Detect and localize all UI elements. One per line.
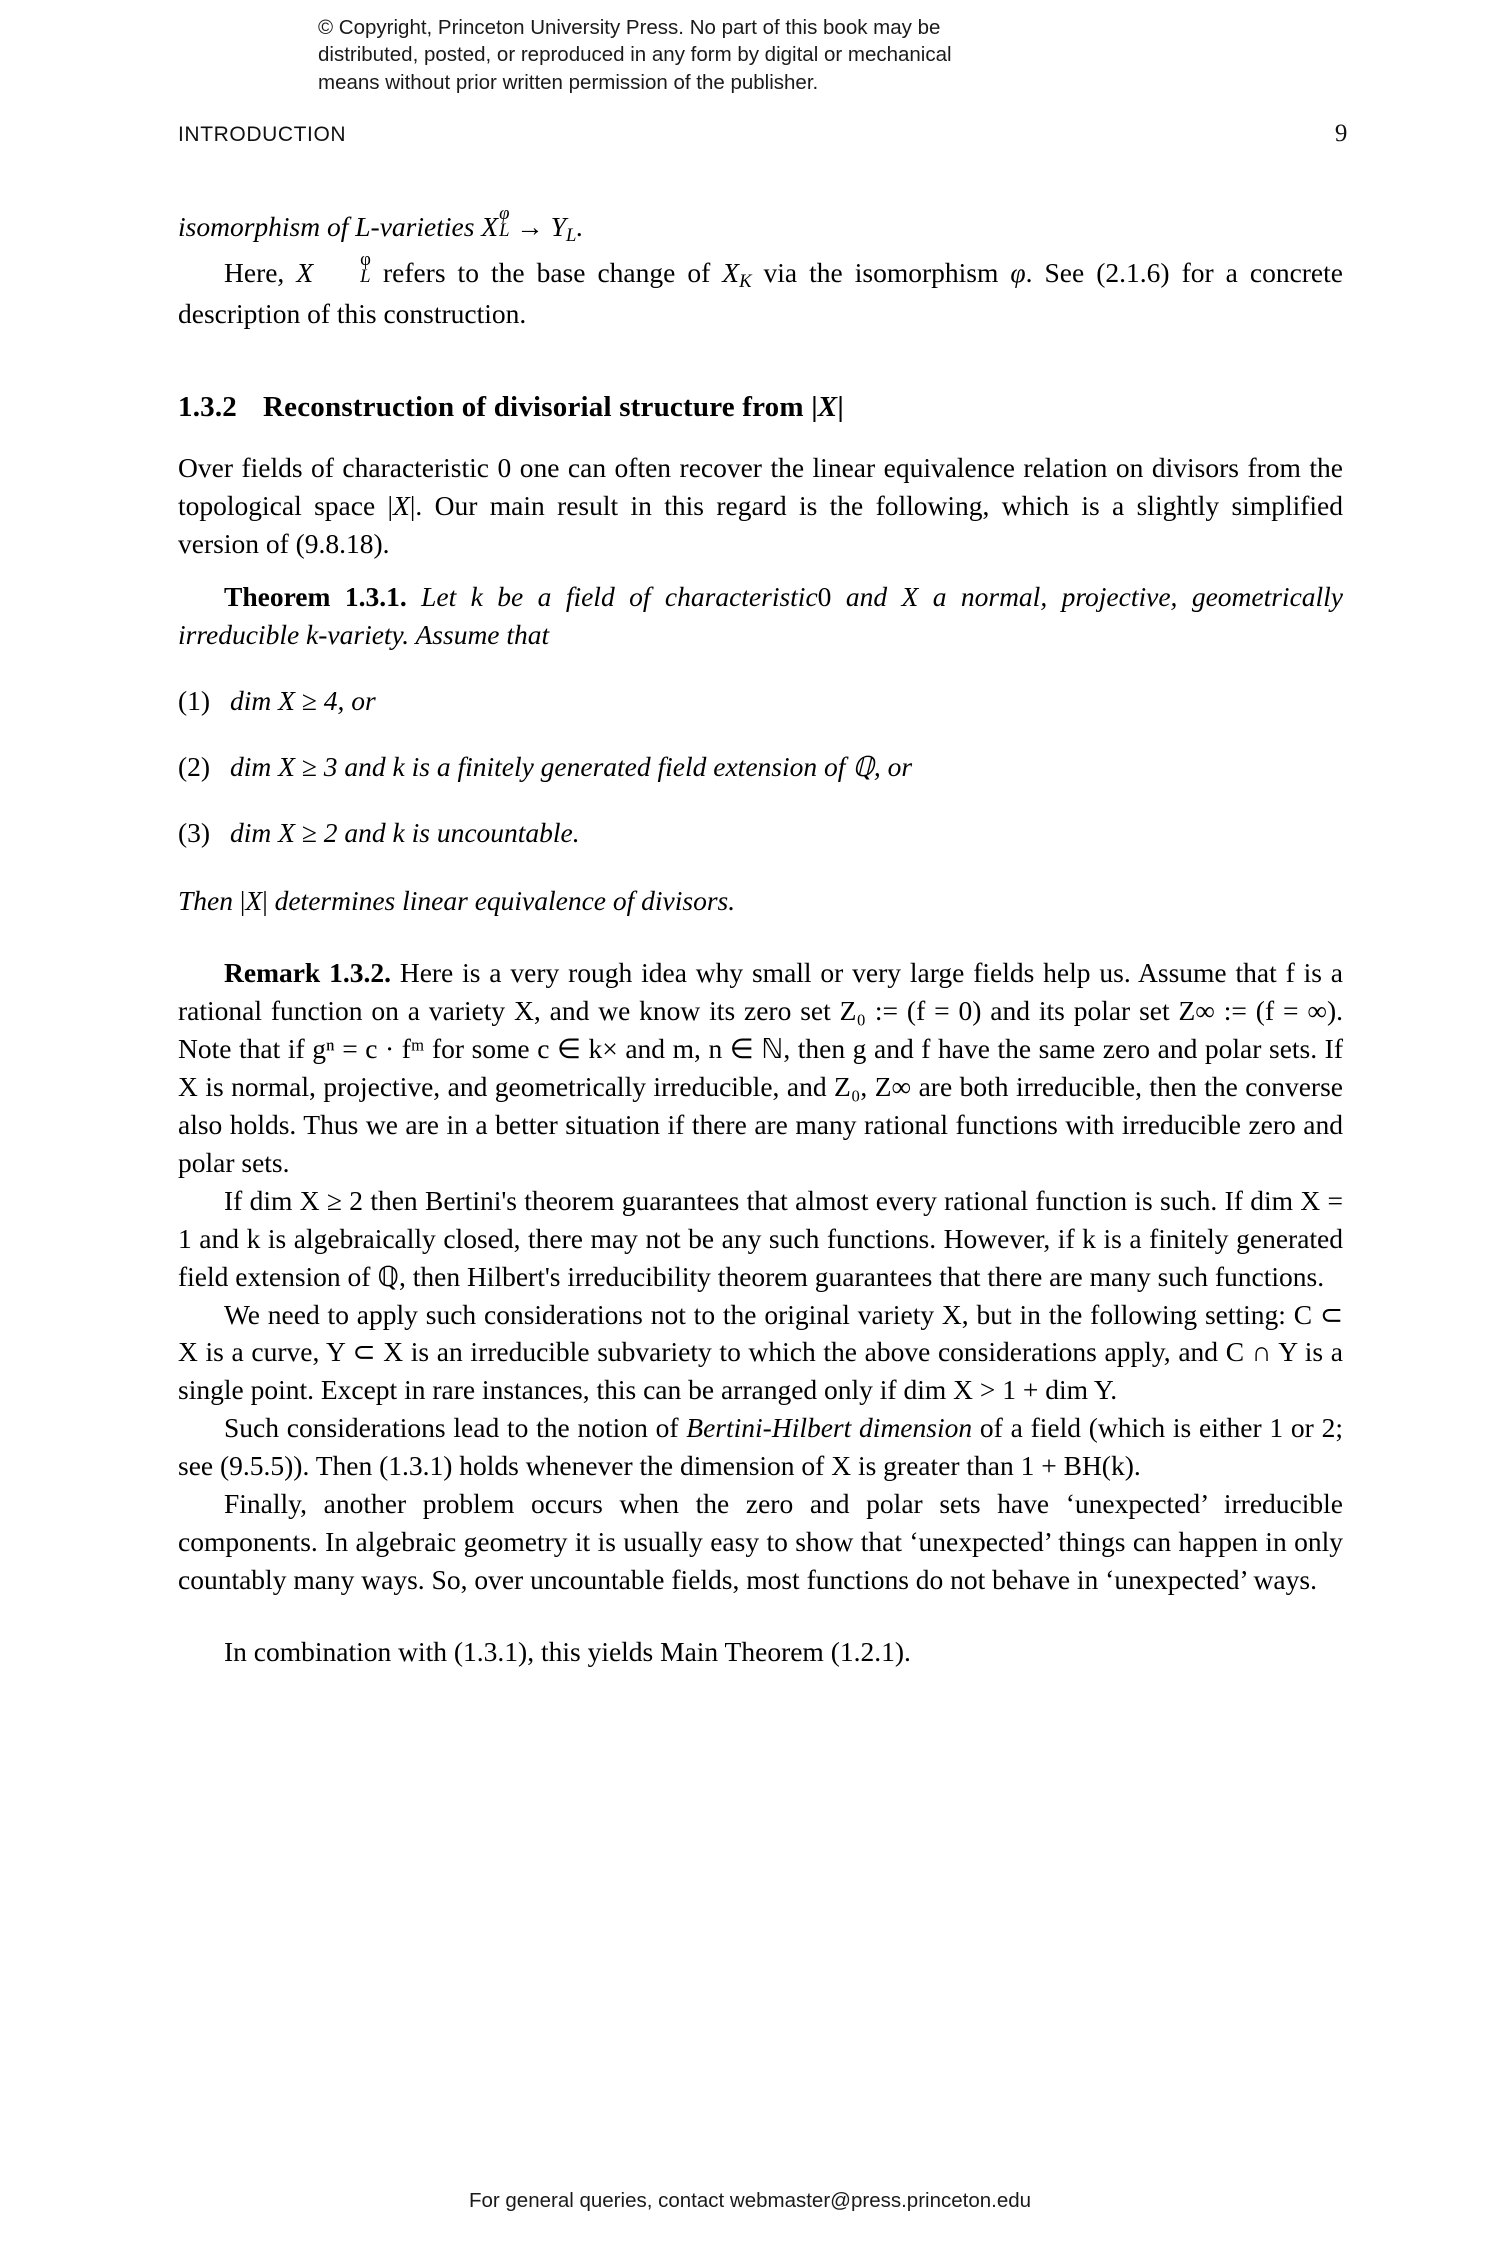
condition-item-1: [178, 682, 1343, 720]
section-number: 1.3.2: [178, 390, 237, 423]
here-part-4: . See (2.1.6) for a concrete description of this construction.: [178, 256, 1343, 329]
opening-italic-text: isomorphism of L-varieties: [178, 210, 475, 242]
condition-text-1: dim X ≥ 4, or: [230, 685, 376, 717]
section-title: Reconstruction of divisorial structure from: [263, 390, 804, 423]
math-abs-x-1: |X|: [387, 489, 416, 521]
then-part-a: Then: [178, 885, 233, 917]
copyright-line-2: distributed, posted, or reproduced in any form by digital or mechanical: [318, 43, 952, 67]
page-body: [178, 205, 1343, 1671]
condition-label-2: (2): [178, 751, 211, 783]
copyright-notice: [318, 14, 1188, 96]
closing-paragraph: [178, 1633, 1343, 1671]
condition-text-2: dim X ≥ 3 and k is a finitely generated field extension of ℚ, or: [230, 751, 913, 783]
running-header: [178, 120, 1348, 148]
condition-item-3: [178, 814, 1343, 852]
theorem-text-c: and X a normal, projective, geometrically irreducible k-variety. Assume that: [178, 581, 1344, 651]
closing-text: In combination with (1.3.1), this yields Main Theorem (1.2.1).: [224, 1636, 911, 1668]
math-xl-phi: X φ L: [296, 248, 371, 288]
here-part-2: refers to the base change of: [382, 256, 711, 288]
remark-1-3-2: [178, 954, 1343, 1182]
footer-text: For general queries, contact webmaster@press.princeton.edu: [468, 2189, 1032, 2212]
remark-paragraph-5-wrap: [178, 1485, 1343, 1599]
math-xl-phi-to-yl: X φ L → $Y_L$.: [481, 203, 584, 247]
over-fields-part-a: Over fields of characteristic 0 one can often recover the linear equivalence relation on divisors from the topological space: [178, 451, 1343, 521]
theorem-text-a: Let k be a field of characteristic: [421, 581, 818, 613]
remark-paragraph-3: We need to apply such considerations not to the original variety X, but in the following setting: C ⊂ X is a curve, Y ⊂ X is an irreducible subvariety to which the above considerations apply, and C ∩ Y is a single point. Except in rare instances, this can be arranged only if dim X > 1 + dim Y.: [178, 1298, 1343, 1406]
condition-label-1: (1): [178, 685, 211, 717]
section-title-math: |X|: [811, 390, 844, 423]
theorem-text-b: 0: [817, 581, 832, 613]
then-part-b: determines linear equivalence of divisors.: [274, 885, 736, 917]
paragraph-here: [178, 248, 1343, 333]
remark-paragraph-2-wrap: [178, 1182, 1343, 1296]
math-abs-x-2: |X|: [239, 885, 268, 917]
remark-paragraph-4-b: of a field (which is either 1 or 2; see (9.5.5)). Then (1.3.1) holds whenever the dimension of X is greater than 1 + BH(k).: [178, 1412, 1343, 1482]
here-part-3: via the isomorphism: [763, 256, 999, 288]
remark-paragraph-4-italic: Bertini-Hilbert dimension: [686, 1412, 973, 1444]
condition-label-3: (3): [178, 817, 211, 849]
theorem-1-3-1: [178, 578, 1343, 654]
page-number: 9: [1334, 120, 1348, 147]
here-part-1: Here,: [224, 256, 285, 288]
remark-paragraph-4-wrap: [178, 1409, 1343, 1485]
remark-paragraph-1: Here is a very rough idea why small or very large fields help us. Assume that f is a rational function on a variety X, and we know its zero set Z₀ := (f = 0) and its polar set Z∞ := (f = ∞). Note that if gⁿ = c · fᵐ for some c ∈ k× and m, n ∈ ℕ, then g and f have the same zero and polar sets. If X is normal, projective, and geometrically irreducible, and Z₀, Z∞ are both irreducible, then the converse also holds. Thus we are in a better situation if there are many rational functions with irreducible zero and polar sets.: [178, 957, 1344, 1178]
theorem-label: Theorem 1.3.1.: [224, 581, 407, 613]
copyright-line-1: © Copyright, Princeton University Press. No part of this book may be: [318, 16, 941, 39]
running-head-title: INTRODUCTION: [178, 123, 347, 146]
remark-paragraph-5: Finally, another problem occurs when the zero and polar sets have ‘unexpected’ irreducible components. In algebraic geometry it is usually easy to show that ‘unexpected’ things can happen in only countably many ways. So, over uncountable fields, most functions do not behave in ‘unexpected’ ways.: [178, 1488, 1343, 1596]
condition-text-3: dim X ≥ 2 and k is uncountable.: [230, 817, 580, 849]
over-fields-part-b: . Our main result in this regard is the following, which is a slightly simplified version of (9.8.18).: [178, 489, 1343, 559]
page-footer: [0, 2189, 1500, 2213]
remark-paragraph-4-a: Such considerations lead to the notion of: [224, 1412, 679, 1444]
remark-label: Remark 1.3.2.: [224, 957, 391, 989]
section-heading: [178, 387, 1343, 427]
math-phi: φ: [1010, 256, 1026, 288]
remark-paragraph-3-wrap: [178, 1296, 1343, 1410]
remark-paragraph-2: If dim X ≥ 2 then Bertini's theorem guarantees that almost every rational function is such. If dim X = 1 and k is algebraically closed, there may not be any such functions. However, if k is a finitely generated field extension of ℚ, then Hilbert's irreducibility theorem guarantees that there are many such functions.: [178, 1184, 1343, 1292]
opening-italic-line: [178, 205, 1343, 249]
theorem-conclusion: [178, 882, 1343, 920]
math-xk: $X_K$: [722, 256, 752, 292]
copyright-line-3: means without prior written permission of the publisher.: [318, 70, 819, 94]
paragraph-over-fields: [178, 449, 1343, 563]
condition-item-2: [178, 748, 1343, 786]
